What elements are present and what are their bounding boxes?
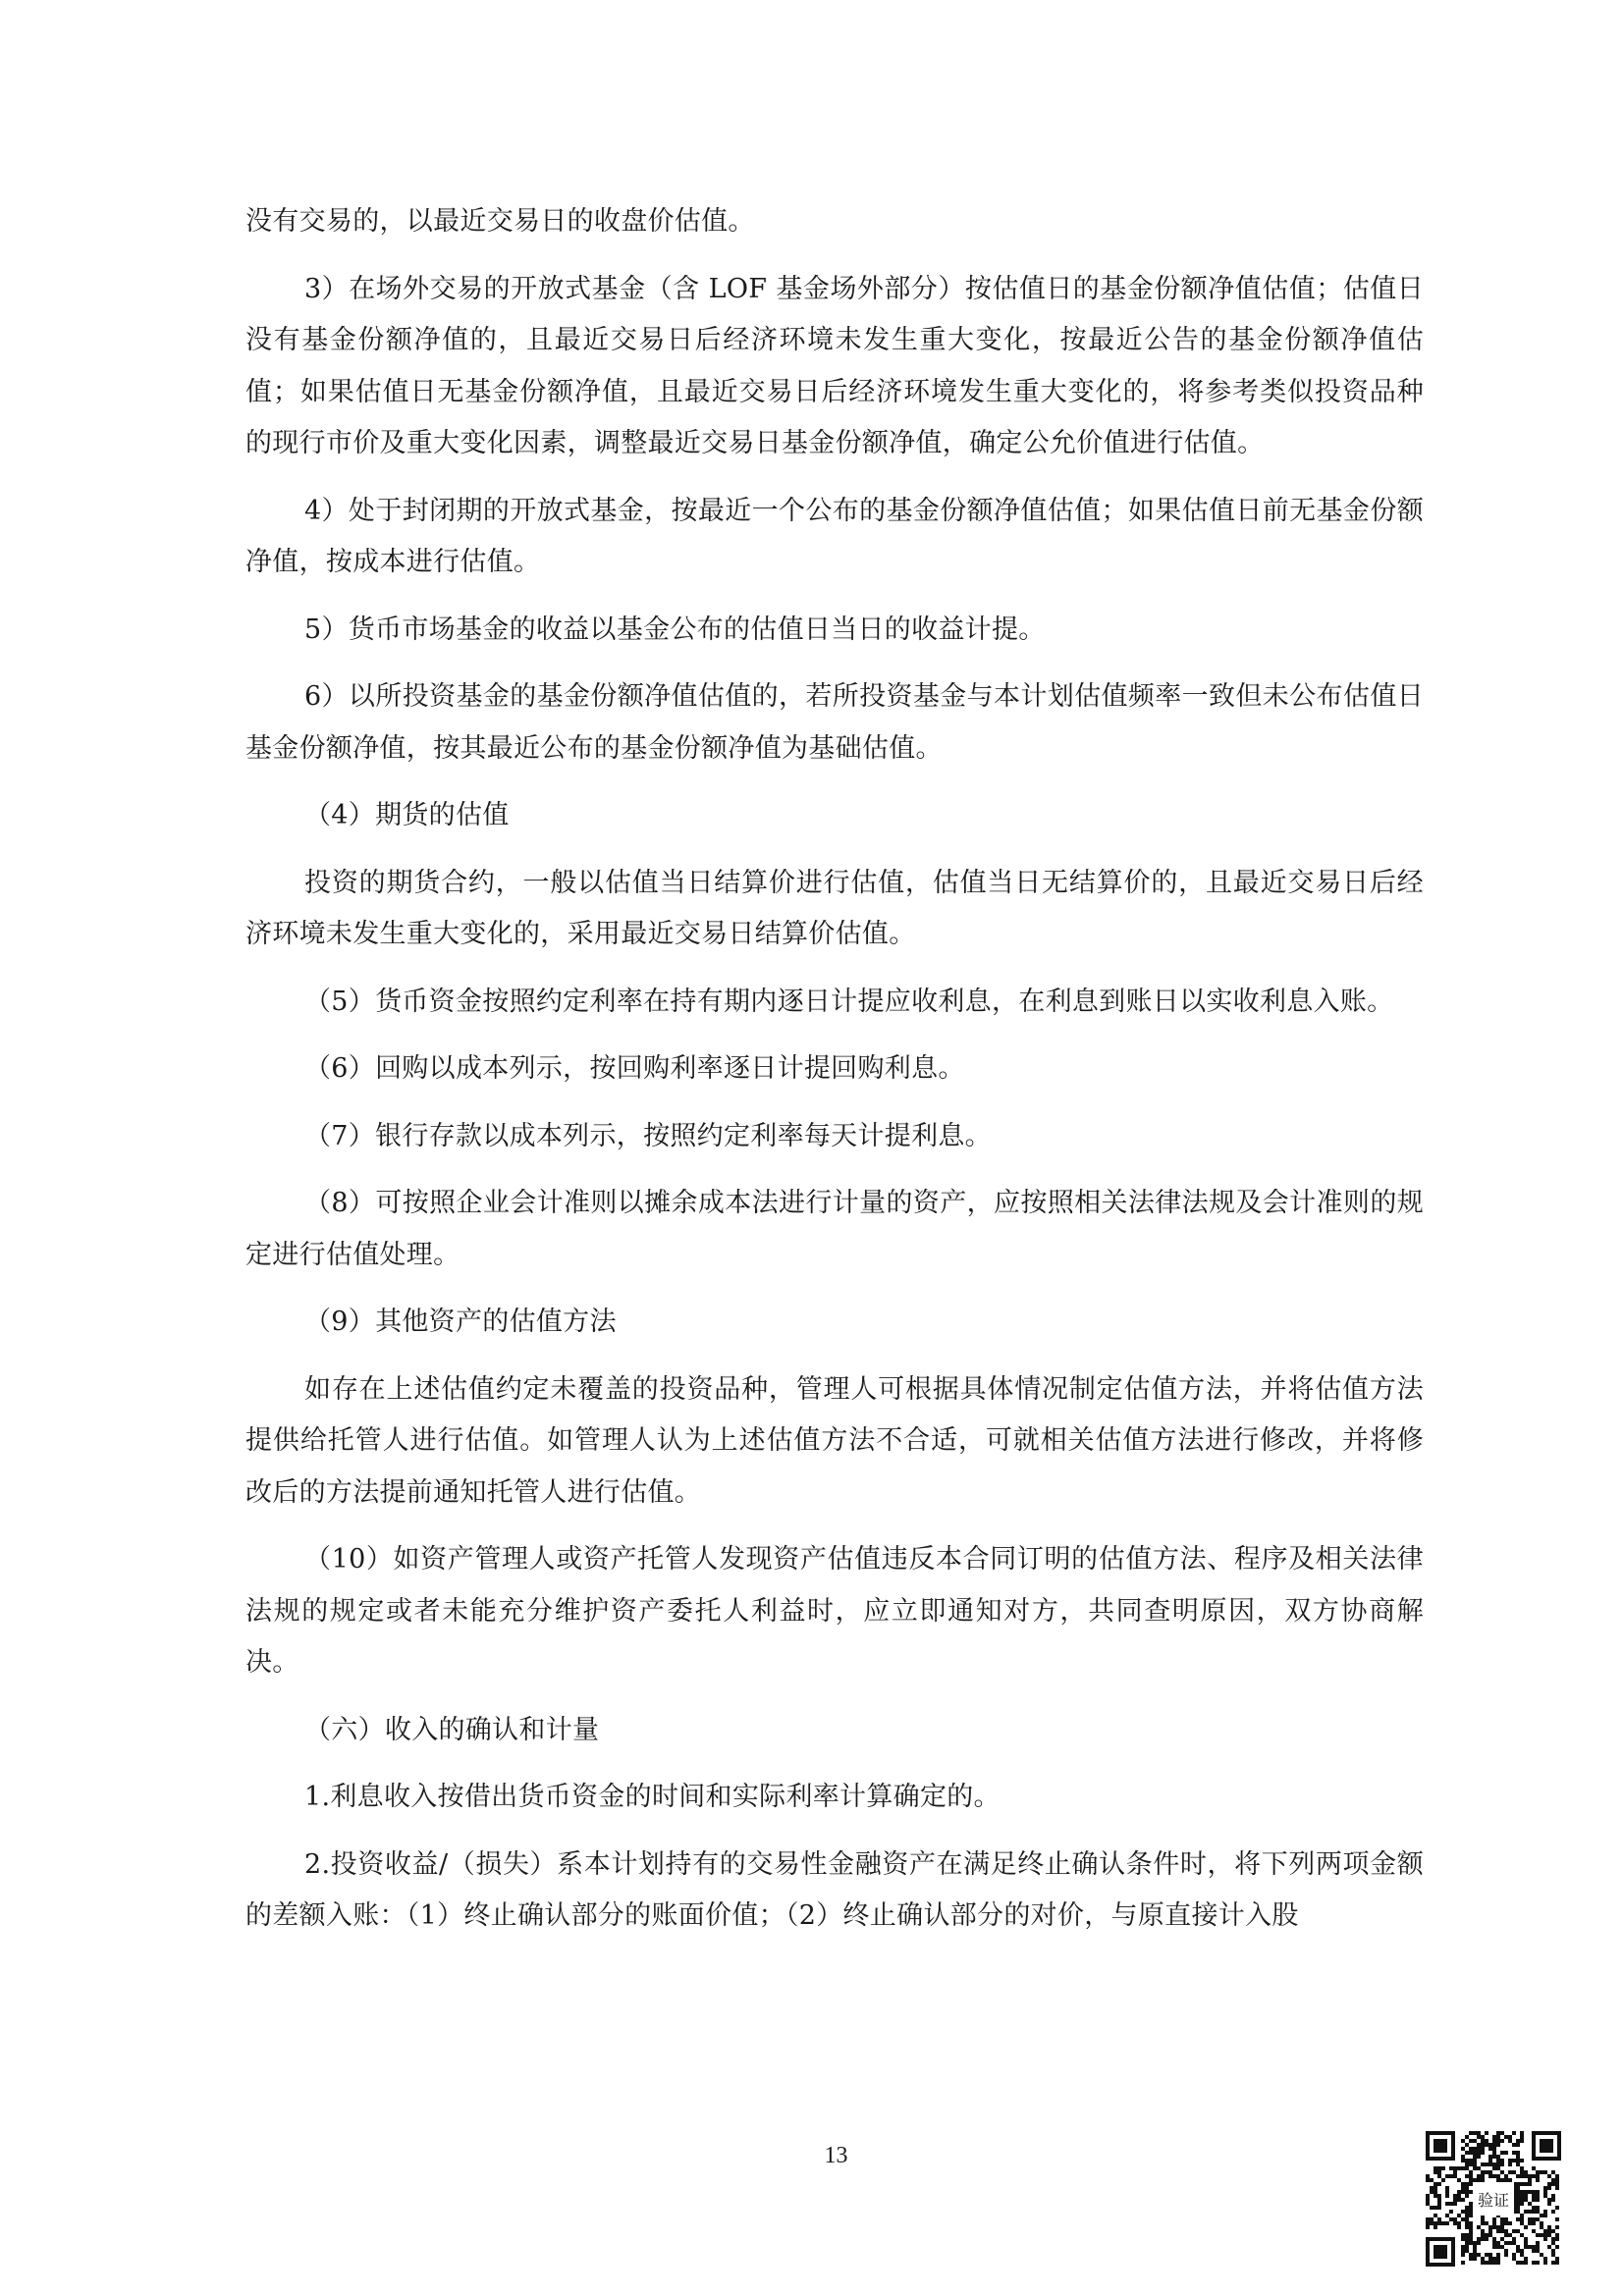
paragraph: 4）处于封闭期的开放式基金，按最近一个公布的基金份额净值估值；如果估值日前无基金份额净值，按成本进行估值。 (245, 495, 1424, 577)
section-heading: （9）其他资产的估值方法 (304, 1307, 617, 1337)
paragraph: （5）货币资金按照约定利率在持有期内逐日计提应收利息，在利息到账日以实收利息入账。 (304, 986, 1394, 1017)
paragraph: 6）以所投资基金的基金份额净值估值的，若所投资基金与本计划估值频率一致但未公布估值日基金份额净值，按其最近公布的基金份额净值为基础估值。 (245, 681, 1424, 764)
paragraph: （7）银行存款以成本列示，按照约定利率每天计提利息。 (304, 1120, 992, 1151)
paragraph: 5）货币市场基金的收益以基金公布的估值日当日的收益计提。 (304, 614, 1046, 645)
paragraph: 没有交易的，以最近交易日的收盘价估值。 (245, 206, 755, 237)
paragraph: （8）可按照企业会计准则以摊余成本法进行计量的资产，应按照相关法律法规及会计准则的规定进行估值处理。 (245, 1188, 1424, 1270)
section-heading: （4）期货的估值 (304, 800, 510, 830)
document-body (245, 196, 1424, 1958)
paragraph: （10）如资产管理人或资产托管人发现资产估值违反本合同订明的估值方法、程序及相关法律法规的规定或者未能充分维护资产委托人利益时，应立即通知对方，共同查明原因，双方协商解决。 (245, 1544, 1424, 1678)
section-heading: （六）收入的确认和计量 (304, 1714, 600, 1745)
paragraph: （6）回购以成本列示，按回购利率逐日计提回购利息。 (304, 1053, 965, 1084)
paragraph: 如存在上述估值约定未覆盖的投资品种，管理人可根据具体情况制定估值方法，并将估值方法提供给托管人进行估值。如管理人认为上述估值方法不合适，可就相关估值方法进行修改，并将修改后的方法提前通知托管人进行估值。 (245, 1373, 1424, 1508)
paragraph: 3）在场外交易的开放式基金（含 LOF 基金场外部分）按估值日的基金份额净值估值；估值日没有基金份额净值的，且最近交易日后经济环境未发生重大变化，按最近公告的基金份额净值估值；如果估值日无基金份额净值，且最近交易日后经济环境发生重大变化的，将参考类似投资品种的现行市价及重大变化因素，调整最近交易日基金份额净值，确定公允价值进行估值。 (245, 273, 1424, 458)
paragraph: 2.投资收益/（损失）系本计划持有的交易性金融资产在满足终止确认条件时，将下列两项金额的差额入账：（1）终止确认部分的账面价值；（2）终止确认部分的对价，与原直接计入股 (245, 1848, 1424, 1931)
paragraph: 1.利息收入按借出货币资金的时间和实际利率计算确定的。 (304, 1782, 1001, 1812)
page-number: 13 (824, 2143, 848, 2168)
paragraph: 投资的期货合约，一般以估值当日结算价进行估值，估值当日无结算价的，且最近交易日后经济环境未发生重大变化的，采用最近交易日结算价估值。 (245, 867, 1424, 949)
qr-code-icon (1422, 2127, 1565, 2270)
svg-text:验证: 验证 (1477, 2191, 1510, 2210)
